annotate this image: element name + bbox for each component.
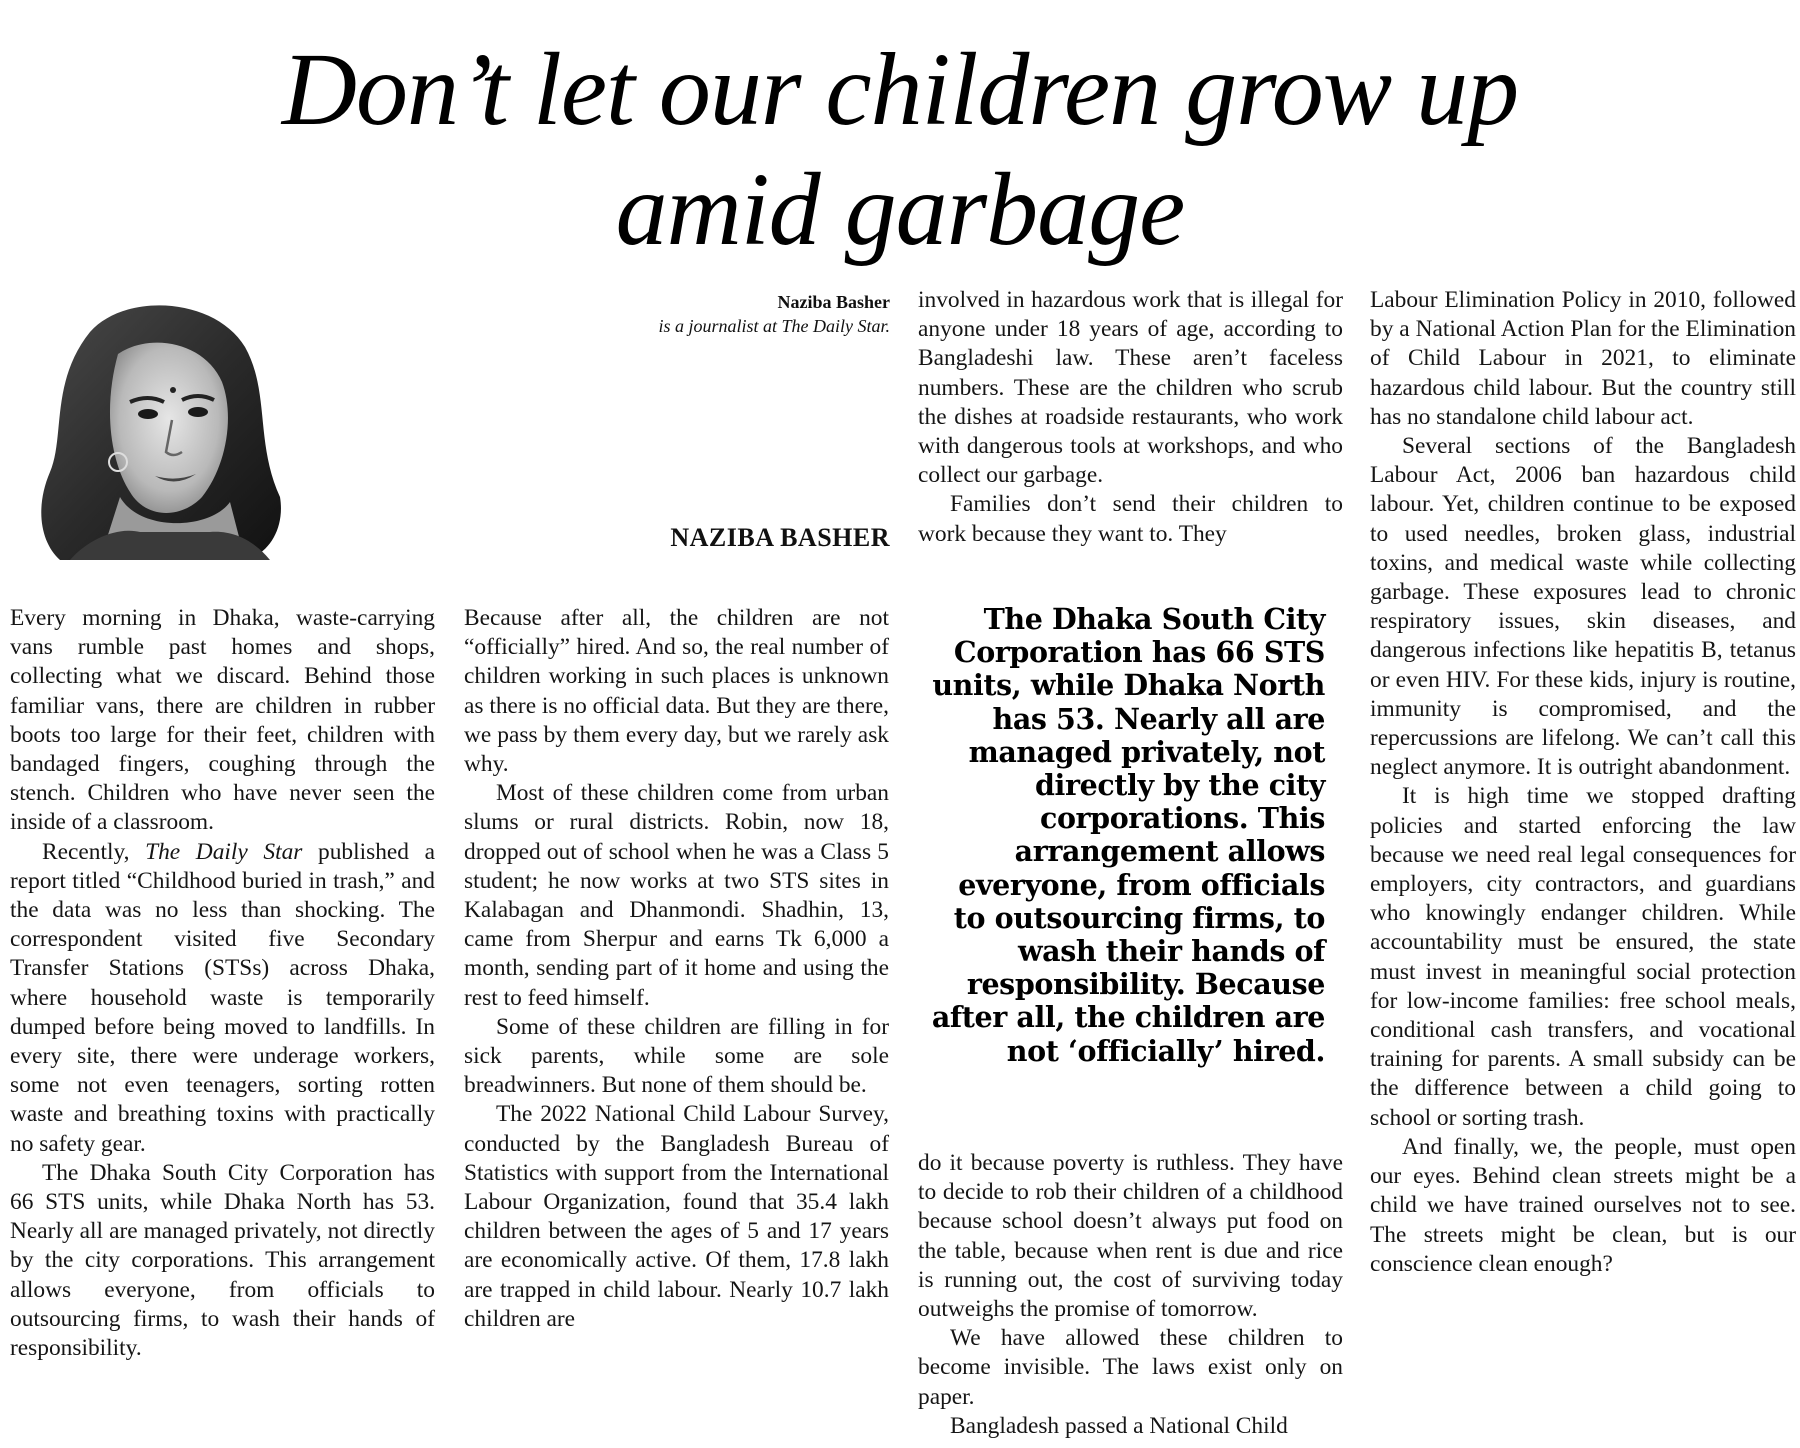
headline: [0, 30, 1800, 270]
column-1: [10, 604, 435, 1363]
paragraph: It is high time we stopped drafting policies and started enforcing the law because we need real legal consequences for employers, city contractors, and guardians who knowingly endanger children. While accountability must be ensured, the state must invest in meaningful social protection for low-income families: free school meals, conditional cash transfers, and vocational training for parents. A small subsidy can be the difference between a child going to school or sorting trash.: [1370, 783, 1796, 1131]
paragraph: Families don’t send their children to work because they want to. They: [918, 491, 1343, 547]
pull-quote: The Dhaka South City Corporation has 66 STS units, while Dhaka North has 53. Nearly all are managed privately, not directly by the city corporations. This arrangement allows everyone, from officials to outsourcing firms, to wash their hands of responsibility. Because after all, the children are not ‘officially’ hired.: [931, 602, 1325, 1068]
paragraph: We have allowed these children to become invisible. The laws exist only on paper.: [918, 1325, 1343, 1410]
paragraph-text: published a report titled “Childhood buried in trash,” and the data was no less than shocking. The correspondent visited five Secondary Transfer Stations (STSs) across Dhaka, where household waste is temporarily dumped before being moved to landfills. In every site, there were underage workers, some not even teenagers, sorting rotten waste and breathing toxins with practically no safety gear.: [10, 838, 435, 1157]
column-3-bottom: [918, 1149, 1343, 1441]
paragraph: Most of these children come from urban slums or rural districts. Robin, now 18, dropped out of school when he was a Class 5 student; he now works at two STS sites in Kalabagan and Dhanmondi. Shadhin, 13, came from Sherpur and earns Tk 6,000 a month, sending part of it home and using the rest to feed himself.: [464, 780, 889, 1011]
paragraph: Every morning in Dhaka, waste-carrying vans rumble past homes and shops, collecting what we discard. Behind those familiar vans, there are children in rubber boots too large for their feet, children with bandaged fingers, coughing through the stench. Children who have never seen the inside of a classroom.: [10, 605, 435, 836]
author-name-large: NAZIBA BASHER: [670, 523, 890, 552]
paragraph: do it because poverty is ruthless. They have to decide to rob their children of a childhood because school doesn’t always put food on the table, because when rent is due and rice is running out, the cost of surviving today outweighs the promise of tomorrow.: [918, 1150, 1343, 1323]
paragraph-text: Recently,: [42, 838, 130, 865]
paragraph: Because after all, the children are not “officially” hired. And so, the real number of children working in such places is unknown as there is no official data. But they are there, we pass by them every day, but we rarely ask why.: [464, 605, 889, 778]
paragraph: [10, 838, 435, 1159]
headline-line-2: amid garbage: [615, 152, 1185, 267]
paragraph: The Dhaka South City Corporation has 66 STS units, while Dhaka North has 53. Nearly all are managed privately, not directly by the city corporations. This arrangement allows everyone, from officials to outsourcing firms, to wash their hands of responsibility.: [10, 1159, 435, 1362]
column-4: [1370, 286, 1796, 1279]
paragraph: Some of these children are filling in for sick parents, while some are sole breadwinners. But none of them should be.: [464, 1013, 889, 1099]
paragraph: The 2022 National Child Labour Survey, conducted by the Bangladesh Bureau of Statistics with support from the International Labour Organization, found that 35.4 lakh children between the ages of 5 and 17 years are economically active. Of them, 17.8 lakh are trapped in child labour. Nearly 10.7 lakh children are: [464, 1101, 889, 1332]
byline-block: [430, 290, 890, 338]
publication-name: The Daily Star: [145, 838, 303, 865]
column-3-top: [918, 286, 1343, 549]
column-2: [464, 604, 889, 1334]
paragraph: And finally, we, the people, must open our eyes. Behind clean streets might be a child we have trained ourselves not to see. The streets might be clean, but is our conscience clean enough?: [1370, 1133, 1796, 1277]
paragraph: Labour Elimination Policy in 2010, followed by a National Action Plan for the Elimination of Child Labour in 2021, to eliminate hazardous child labour. But the country still has no standalone child labour act.: [1370, 287, 1796, 430]
author-portrait: [30, 292, 285, 562]
author-name-small: Naziba Basher: [777, 292, 890, 312]
paragraph: Bangladesh passed a National Child: [950, 1412, 1288, 1439]
author-description: is a journalist at The Daily Star.: [658, 316, 890, 336]
paragraph: involved in hazardous work that is illegal for anyone under 18 years of age, according to Bangladeshi law. These aren’t faceless numbers. These are the children who scrub the dishes at roadside restaurants, who work with dangerous tools at workshops, and who collect our garbage.: [918, 287, 1343, 489]
headline-line-1: Don’t let our children grow up: [281, 32, 1519, 147]
paragraph: Several sections of the Bangladesh Labour Act, 2006 ban hazardous child labour. Yet, children continue to be exposed to used needles, broken glass, industrial toxins, and medical waste while collecting garbage. These exposures lead to chronic respiratory issues, skin diseases, and dangerous infections like hepatitis B, tetanus or even HIV. For these kids, injury is routine, immunity is compromised, and the repercussions are lifelong. We can’t call this neglect anymore. It is outright abandonment.: [1370, 433, 1796, 781]
